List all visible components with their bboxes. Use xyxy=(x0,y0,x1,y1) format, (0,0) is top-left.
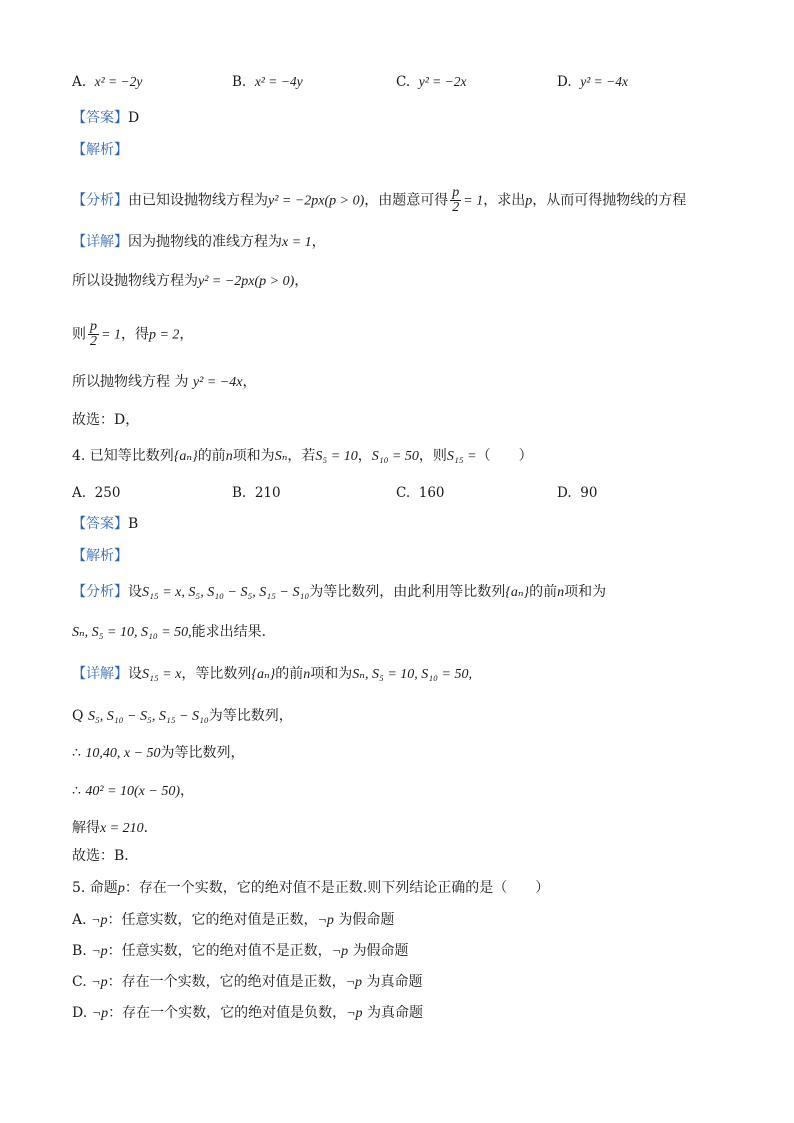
option-math: y² = −4x xyxy=(580,74,628,89)
math: p = 2 xyxy=(148,327,180,343)
text: 由已知设抛物线方程为 xyxy=(128,192,268,209)
text: ， xyxy=(311,234,326,250)
math: ¬p xyxy=(317,913,334,928)
text: ：存在一个实数，它的绝对值不是正数.则下列结论正确的是（ ） xyxy=(124,880,550,896)
math: S₁₅ = x, S₅, S₁₀ − S₅, S₁₅ − S₁₀ xyxy=(142,585,310,600)
option-value: 160 xyxy=(418,485,445,501)
answer-tag: 【答案】 xyxy=(72,516,128,532)
analysis-heading xyxy=(72,140,128,160)
therefore-symbol: ∴ xyxy=(72,783,81,799)
text: 项和为 xyxy=(310,666,353,682)
option-c xyxy=(396,72,467,92)
math: = 1 xyxy=(463,193,484,209)
option-letter: D. xyxy=(557,485,572,501)
math: ¬p xyxy=(331,944,349,959)
text: 的前 xyxy=(529,584,558,600)
text: ，若 xyxy=(287,448,316,464)
answer-line xyxy=(72,108,139,128)
math: 10,40, x − 50 xyxy=(85,746,161,761)
answer-value: D xyxy=(128,110,140,126)
fraction xyxy=(88,320,99,349)
text: 为等比数列，由此利用等比数列 xyxy=(309,584,506,600)
math: ¬p xyxy=(91,944,108,959)
math: {aₙ} xyxy=(251,667,276,682)
option-b xyxy=(72,941,409,962)
text: 的前 xyxy=(197,448,226,464)
fraction xyxy=(450,186,461,215)
math: ¬p xyxy=(91,1006,109,1021)
fraction-numerator: p xyxy=(90,319,97,334)
option-letter: B. xyxy=(232,485,247,501)
text: ． xyxy=(143,820,158,836)
therefore-symbol: ∴ xyxy=(72,745,81,761)
text: ，则 xyxy=(418,448,447,464)
text: 项和为 xyxy=(564,584,607,600)
option-math: x² = −2y xyxy=(94,74,143,89)
math: Sₙ, S₅ = 10, S₁₀ = 50, xyxy=(352,667,472,682)
answer-tag: 【答案】 xyxy=(72,110,128,126)
text: 为等比数列， xyxy=(160,745,245,761)
math: n xyxy=(225,449,233,464)
text: 为真命题 xyxy=(366,974,423,990)
math: 40² = 10(x − 50) xyxy=(85,784,181,799)
text: ：任意实数，它的绝对值是正数， xyxy=(107,912,318,928)
text: 所以设抛物线方程为 xyxy=(72,273,198,289)
math: S₅ = 10 xyxy=(315,449,358,464)
question-4-stem xyxy=(72,446,533,467)
text: 能求出结果． xyxy=(191,624,276,640)
math: {aₙ} xyxy=(505,585,530,600)
math: y² = −2px(p > 0) xyxy=(268,193,365,209)
option-value: 90 xyxy=(580,485,598,501)
text: ，等比数列 xyxy=(181,666,252,682)
text: 因为抛物线的准线方程为 xyxy=(128,234,282,250)
text: 为假命题 xyxy=(352,943,409,959)
text: （ ） xyxy=(476,448,533,464)
math: Sₙ xyxy=(274,449,288,464)
option-a xyxy=(72,72,142,92)
text: 则 xyxy=(72,326,86,343)
math: y² = −4x xyxy=(192,375,243,390)
math: Sₙ, S₅ = 10, S₁₀ = 50, xyxy=(72,625,192,640)
option-letter: A. xyxy=(72,912,87,928)
option-value: 250 xyxy=(94,485,121,501)
text: ，由题意可得 xyxy=(364,192,449,209)
text: 解得 xyxy=(72,820,100,836)
fraction-numerator: p xyxy=(452,185,460,200)
analysis-heading xyxy=(72,546,128,566)
fraction-denominator: 2 xyxy=(90,334,97,349)
math: ¬p xyxy=(345,975,363,990)
option-letter: B. xyxy=(232,74,247,90)
text: 为假命题 xyxy=(338,912,395,928)
solution-line xyxy=(72,372,256,393)
option-letter: C. xyxy=(72,974,87,990)
math: x = 210 xyxy=(100,821,144,836)
math: S₁₅ = xyxy=(446,449,477,464)
option-math: y² = −2x xyxy=(418,74,467,89)
answer-line xyxy=(72,514,138,534)
text: 设 xyxy=(128,584,142,600)
text: ，得 xyxy=(120,326,149,343)
detail-line xyxy=(72,232,326,253)
option-a xyxy=(72,910,394,931)
choose-line xyxy=(72,846,138,866)
text: Q xyxy=(72,708,84,724)
math: S₁₅ = x xyxy=(142,667,182,682)
text: 5. 命题 xyxy=(72,880,118,896)
text: ：存在一个实数，它的绝对值是正数， xyxy=(107,974,346,990)
analysis-tag: 【解析】 xyxy=(72,548,128,564)
math: S₁₀ = 50 xyxy=(371,449,419,464)
math: y² = −2px(p > 0) xyxy=(198,274,295,289)
text: 为等比数列， xyxy=(208,708,293,724)
analysis-tag: 【解析】 xyxy=(72,142,128,158)
option-b xyxy=(232,72,303,92)
text: ， xyxy=(357,448,372,464)
text: 为真命题 xyxy=(367,1005,423,1021)
option-letter: A. xyxy=(72,74,87,90)
math: p xyxy=(117,881,125,896)
answer-value: B xyxy=(128,516,139,532)
option-math: x² = −4y xyxy=(254,74,303,89)
option-c xyxy=(72,972,422,993)
fenxi-tag: 【分析】 xyxy=(72,584,128,600)
detail-tag: 【详解】 xyxy=(72,666,128,682)
option-d xyxy=(557,72,628,92)
math: n xyxy=(557,585,565,600)
math: = 1 xyxy=(101,327,121,343)
option-letter: D. xyxy=(557,74,572,90)
option-letter: D. xyxy=(72,1005,88,1021)
text: 4. 已知等比数列 xyxy=(72,448,174,464)
fenxi-line xyxy=(72,186,686,215)
fenxi-line-2 xyxy=(72,622,276,643)
solution-line xyxy=(72,743,245,764)
math: ¬p xyxy=(91,913,108,928)
choose-line xyxy=(72,410,139,430)
question-5-stem xyxy=(72,878,549,899)
fenxi-tag: 【分析】 xyxy=(72,192,128,209)
text: ，求出 xyxy=(483,192,526,209)
option-letter: C. xyxy=(396,485,411,501)
fenxi-line xyxy=(72,582,606,603)
math: n xyxy=(303,667,311,682)
math: {aₙ} xyxy=(173,449,198,464)
option-letter: B. xyxy=(72,943,87,959)
text: ：存在一个实数，它的绝对值是负数， xyxy=(108,1005,347,1021)
option-b xyxy=(232,483,281,503)
option-value: 210 xyxy=(254,485,281,501)
solution-line xyxy=(72,818,158,839)
solution-line xyxy=(72,781,194,802)
text: 故选：D， xyxy=(72,412,140,428)
text: ， xyxy=(180,783,195,799)
math: ¬p xyxy=(91,975,108,990)
fraction-denominator: 2 xyxy=(452,200,460,215)
solution-line xyxy=(72,706,293,727)
math: S₅, S₁₀ − S₅, S₁₅ − S₁₀ xyxy=(87,709,209,724)
text: 设 xyxy=(128,666,142,682)
text: ：任意实数，它的绝对值不是正数， xyxy=(107,943,332,959)
option-c xyxy=(396,483,445,503)
option-d xyxy=(557,483,597,503)
option-d xyxy=(72,1003,423,1024)
math: ¬p xyxy=(346,1006,363,1021)
detail-line xyxy=(72,664,472,685)
text: 的前 xyxy=(275,666,304,682)
detail-tag: 【详解】 xyxy=(72,234,128,250)
text: ，从而可得抛物线的方程 xyxy=(532,192,687,209)
option-letter: C. xyxy=(396,74,411,90)
option-a xyxy=(72,483,120,503)
math: p xyxy=(525,193,533,209)
text: 所以抛物线方程 为 xyxy=(72,374,189,390)
text: 项和为 xyxy=(232,448,275,464)
solution-line xyxy=(72,271,308,292)
text: ， xyxy=(179,326,194,343)
text: ， xyxy=(242,374,257,390)
option-letter: A. xyxy=(72,485,87,501)
text: ， xyxy=(294,273,309,289)
solution-line xyxy=(72,320,193,349)
math: x = 1 xyxy=(282,235,312,250)
text: 故选：B． xyxy=(72,848,139,864)
